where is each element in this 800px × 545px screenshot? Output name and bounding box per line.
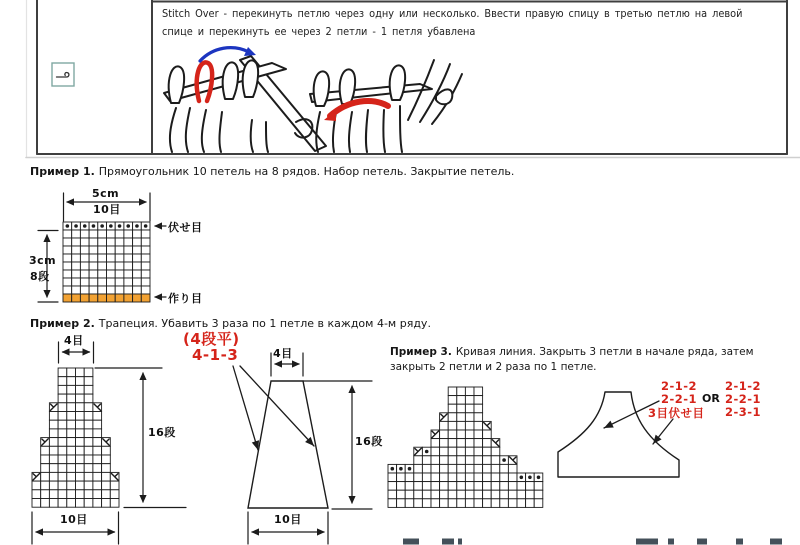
ex3-curve-chart	[388, 387, 543, 507]
ex3-right-formula-3: 2-3-1	[725, 405, 762, 419]
ex2-stepped-chart	[32, 368, 119, 507]
ex3-left-formula-1: 2-1-2	[661, 379, 698, 393]
ex1-height-rows-label: 8段	[30, 270, 50, 283]
example2-title-number: Пример 2.	[30, 317, 95, 330]
ex2-red-formula-label: 4-1-3	[192, 346, 239, 364]
ex3-left-formula-2: 2-2-1	[661, 392, 698, 406]
example1-title	[30, 165, 514, 178]
ex1-rectangle-chart	[63, 222, 150, 302]
ex2-red-note-label: (4段平)	[183, 330, 240, 348]
ex2-trapezoid-outline	[233, 353, 372, 544]
ex1-cast-on-label: 作り目	[168, 292, 203, 305]
example3-title-line2: закрыть 2 петли и 2 раза по 1 петле.	[390, 361, 597, 373]
ex2-trap-top-sts-label: 4目	[273, 347, 293, 360]
definition-line-2: спице и перекинуть ее через 2 петли - 1 петля убавлена	[162, 26, 476, 38]
ex2-trap-bottom-sts-label: 10目	[274, 513, 302, 526]
ex3-left-formula-3: 3目伏せ目	[648, 406, 705, 420]
ex2-trap-rows-label: 16段	[355, 435, 383, 448]
example1-title-text: Прямоугольник 10 петель на 8 рядов. Набор петель. Закрытие петель.	[98, 165, 515, 178]
ex1-height-cm-label: 3cm	[29, 254, 57, 267]
example3-title-line1: Кривая линия. Закрыть 3 петли в начале ряда, затем	[455, 346, 754, 358]
ex2-top-sts-label: 4目	[64, 334, 84, 347]
example1-title-number: Пример 1.	[30, 165, 95, 178]
example3-title-number: Пример 3.	[390, 346, 452, 358]
clipped-text-fragment	[403, 539, 782, 545]
table-cell-symbol	[37, 0, 152, 154]
ex1-width-cm-label: 5cm	[92, 187, 120, 200]
ex2-bottom-sts-label: 10目	[60, 513, 88, 526]
ex3-right-formula-2: 2-2-1	[725, 392, 762, 406]
example3-title	[390, 345, 790, 375]
ex2-rows-label: 16段	[148, 426, 176, 439]
example2-title-text: Трапеция. Убавить 3 раза по 1 петле в каждом 4-м ряду.	[98, 317, 431, 330]
ex3-right-formula-1: 2-1-2	[725, 379, 762, 393]
ex1-bind-off-label: 伏せ目	[168, 221, 203, 234]
ex1-width-sts-label: 10目	[93, 203, 121, 216]
ex3-or-label: OR	[702, 392, 720, 405]
definition-text	[162, 5, 786, 41]
definition-line-1: Stitch Over - перекинуть петлю через одну или несколько. Ввести правую спицу в третью петлю на левой	[162, 8, 743, 20]
